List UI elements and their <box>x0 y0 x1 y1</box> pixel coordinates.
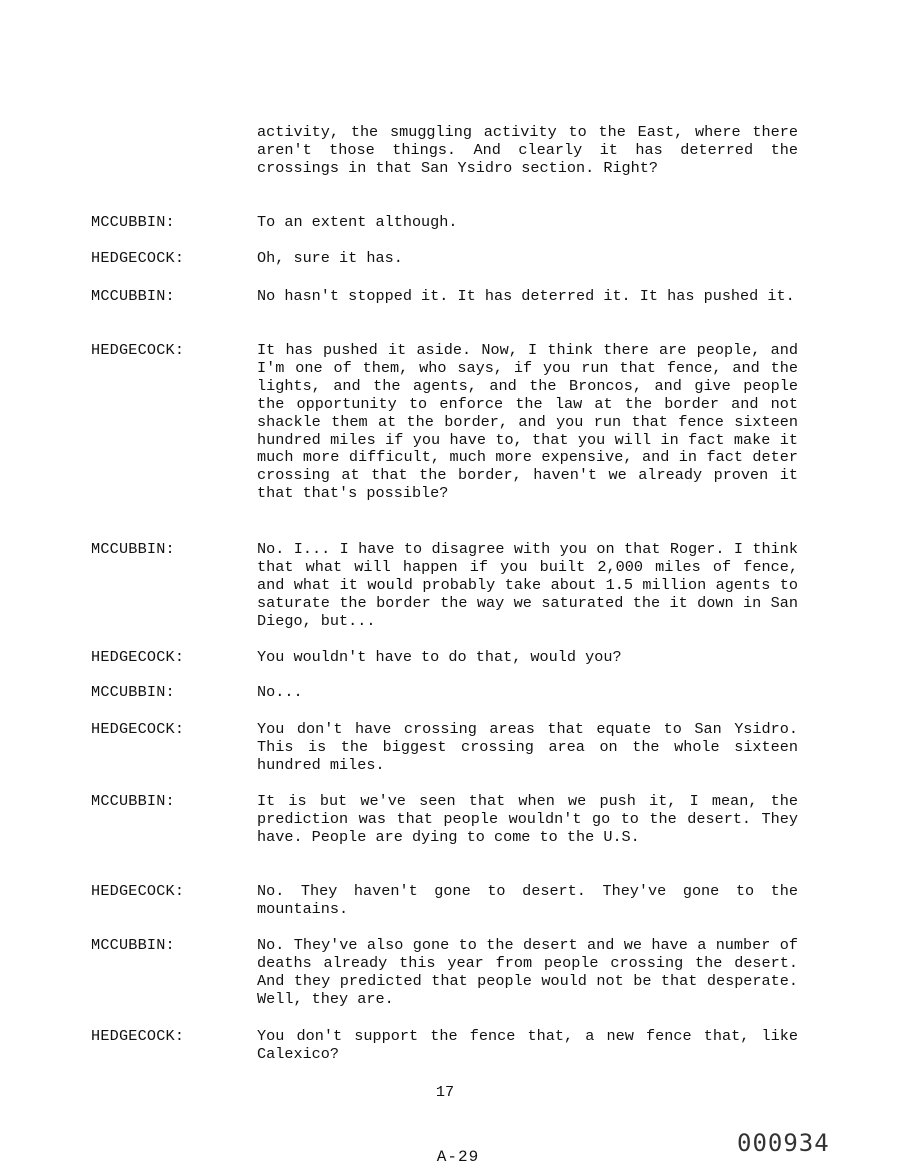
speaker-label: MCCUBBIN: <box>91 540 175 558</box>
speech-text: No. They haven't gone to desert. They've gone to the mountains. <box>257 882 798 918</box>
speaker-label: HEDGECOCK: <box>91 882 185 900</box>
speaker-label: MCCUBBIN: <box>91 287 175 305</box>
bates-number: 000934 <box>737 1129 830 1157</box>
page-number: 17 <box>435 1083 455 1101</box>
speech-text: No. I... I have to disagree with you on that Roger. I think that what will happen if you built 2,000 miles of fence, and what it would probably take about 1.5 million agents to saturate the border the way we saturated the it down in San Diego, but... <box>257 540 798 630</box>
speech-text: No. They've also gone to the desert and we have a number of deaths already this year from people crossing the desert. And they predicted that people would not be that desperate. Well, they are. <box>257 936 798 1008</box>
speaker-label: MCCUBBIN: <box>91 792 175 810</box>
speech-text: To an extent although. <box>257 213 458 231</box>
speaker-label: MCCUBBIN: <box>91 683 175 701</box>
speaker-label: MCCUBBIN: <box>91 213 175 231</box>
speaker-label: HEDGECOCK: <box>91 648 185 666</box>
speaker-label: HEDGECOCK: <box>91 720 185 738</box>
speech-text: No... <box>257 683 303 701</box>
speech-text: Oh, sure it has. <box>257 249 403 267</box>
speech-text: You don't support the fence that, a new fence that, like Calexico? <box>257 1027 798 1063</box>
speech-text: It has pushed it aside. Now, I think there are people, and I'm one of them, who says, if you run that fence, and the lights, and the agents, and the Broncos, and give people the opportunity to enforce the law at the border and not shackle them at the border, and you run that fence sixteen hundred miles if you have to, that you will in fact make it much more difficult, much more expensive, and in fact deter crossing at that the border, haven't we already proven it that that's possible? <box>257 341 798 503</box>
speech-text: You don't have crossing areas that equate to San Ysidro. This is the biggest crossing area on the whole sixteen hundred miles. <box>257 720 798 774</box>
speaker-label: MCCUBBIN: <box>91 936 175 954</box>
speech-text: You wouldn't have to do that, would you? <box>257 648 622 666</box>
speaker-label: HEDGECOCK: <box>91 1027 185 1045</box>
speaker-label: HEDGECOCK: <box>91 341 185 359</box>
speaker-label: HEDGECOCK: <box>91 249 185 267</box>
exhibit-number: A-29 <box>436 1148 480 1166</box>
speech-text: It is but we've seen that when we push it, I mean, the prediction was that people wouldn't go to the desert. They have. People are dying to come to the U.S. <box>257 792 798 846</box>
continuation-text: activity, the smuggling activity to the East, where there aren't those things. And clearly it has deterred the crossings in that San Ysidro section. Right? <box>257 123 798 177</box>
speech-text: No hasn't stopped it. It has deterred it. It has pushed it. <box>257 287 795 305</box>
